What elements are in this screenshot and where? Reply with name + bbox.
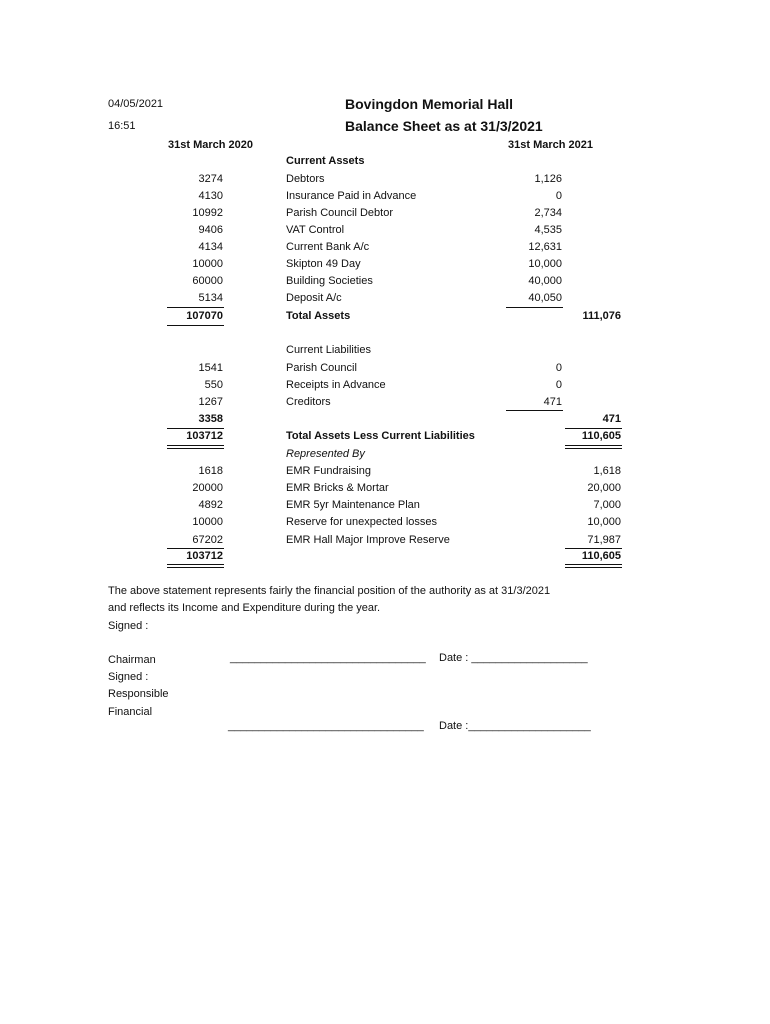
liability-cur-value: 471 bbox=[543, 396, 562, 408]
rule-total-assets-2020 bbox=[167, 325, 224, 326]
asset-label: VAT Control bbox=[286, 224, 345, 236]
net-assets-cur: 110,605 bbox=[581, 430, 621, 442]
reserve-label: EMR Hall Major Improve Reserve bbox=[286, 534, 450, 546]
liability-prev-value: 1267 bbox=[198, 396, 223, 408]
reserve-cur-value: 71,987 bbox=[587, 534, 621, 546]
rule-assets-2021 bbox=[506, 307, 563, 308]
asset-cur-value: 4,535 bbox=[534, 224, 562, 236]
rule-liabilities-2021 bbox=[506, 410, 563, 411]
reserve-prev-value: 4892 bbox=[198, 499, 223, 511]
print-time: 16:51 bbox=[108, 120, 136, 132]
total-assets-prev: 107070 bbox=[186, 310, 223, 322]
rule-reserves-2020 bbox=[167, 548, 224, 549]
statement-line-1: The above statement represents fairly the financial position of the authority as at 31/3/2021 bbox=[108, 585, 551, 597]
asset-cur-value: 12,631 bbox=[528, 241, 562, 253]
asset-cur-value: 0 bbox=[555, 190, 562, 202]
asset-prev-value: 60000 bbox=[192, 275, 223, 287]
rfo-signature-line: ________________________________ bbox=[228, 720, 424, 732]
section-heading-current-assets: Current Assets bbox=[286, 155, 365, 167]
asset-label: Insurance Paid in Advance bbox=[286, 190, 417, 202]
reserve-prev-value: 67202 bbox=[192, 534, 223, 546]
rule-net-2020 bbox=[167, 428, 224, 429]
total-assets-label: Total Assets bbox=[286, 310, 351, 322]
reserve-prev-value: 20000 bbox=[192, 482, 223, 494]
asset-cur-value: 2,734 bbox=[534, 207, 562, 219]
page-title: Balance Sheet as at 31/3/2021 bbox=[345, 118, 543, 134]
chairman-signature-line: ________________________________ bbox=[230, 652, 426, 664]
reserve-label: EMR Bricks & Mortar bbox=[286, 482, 389, 494]
asset-cur-value: 40,000 bbox=[528, 275, 562, 287]
rule-net-2021 bbox=[565, 428, 622, 429]
reserve-prev-value: 1618 bbox=[198, 465, 223, 477]
asset-label: Current Bank A/c bbox=[286, 241, 370, 253]
asset-label: Building Societies bbox=[286, 275, 373, 287]
net-assets-prev: 103712 bbox=[186, 430, 223, 442]
column-header-2021: 31st March 2021 bbox=[508, 139, 593, 151]
asset-label: Skipton 49 Day bbox=[286, 258, 361, 270]
double-rule-net-2020 bbox=[167, 445, 224, 449]
liability-prev-value: 550 bbox=[204, 379, 223, 391]
liability-cur-value: 0 bbox=[555, 379, 562, 391]
asset-prev-value: 10992 bbox=[192, 207, 223, 219]
section-heading-current-liabilities: Current Liabilities bbox=[286, 344, 371, 356]
asset-prev-value: 4130 bbox=[198, 190, 223, 202]
financial-label: Financial bbox=[108, 706, 153, 718]
asset-prev-value: 10000 bbox=[192, 258, 223, 270]
reserve-prev-value: 10000 bbox=[192, 516, 223, 528]
total-assets-cur: 111,076 bbox=[582, 310, 621, 322]
asset-prev-value: 5134 bbox=[198, 292, 223, 304]
reserve-cur-value: 10,000 bbox=[587, 516, 621, 528]
double-rule-reserves-2021 bbox=[565, 564, 622, 568]
reserve-label: EMR Fundraising bbox=[286, 465, 371, 477]
print-date: 04/05/2021 bbox=[108, 98, 164, 110]
double-rule-reserves-2020 bbox=[167, 564, 224, 568]
asset-label: Parish Council Debtor bbox=[286, 207, 393, 219]
asset-cur-value: 1,126 bbox=[534, 173, 562, 185]
asset-label: Debtors bbox=[286, 173, 325, 185]
asset-label: Deposit A/c bbox=[286, 292, 342, 304]
section-heading-represented-by: Represented By bbox=[286, 448, 365, 460]
signed-label-1: Signed : bbox=[108, 620, 149, 632]
reserve-label: Reserve for unexpected losses bbox=[286, 516, 438, 528]
chairman-date: Date : ___________________ bbox=[439, 652, 588, 664]
statement-line-2: and reflects its Income and Expenditure during the year. bbox=[108, 602, 381, 614]
liability-label: Parish Council bbox=[286, 362, 357, 374]
organisation-name: Bovingdon Memorial Hall bbox=[345, 96, 514, 112]
column-header-2020: 31st March 2020 bbox=[168, 139, 253, 151]
rule-assets-2020 bbox=[167, 307, 224, 308]
asset-cur-value: 40,050 bbox=[528, 292, 562, 304]
rfo-date: Date :____________________ bbox=[439, 720, 591, 732]
asset-prev-value: 4134 bbox=[198, 241, 223, 253]
asset-prev-value: 3274 bbox=[198, 173, 223, 185]
reserve-label: EMR 5yr Maintenance Plan bbox=[286, 499, 420, 511]
total-liabilities-prev: 3358 bbox=[198, 413, 223, 425]
total-liabilities-cur: 471 bbox=[602, 413, 621, 425]
total-reserves-cur: 110,605 bbox=[581, 550, 621, 562]
chairman-label: Chairman bbox=[108, 654, 156, 666]
liability-prev-value: 1541 bbox=[198, 362, 223, 374]
rule-reserves-2021 bbox=[565, 548, 622, 549]
net-assets-label: Total Assets Less Current Liabilities bbox=[286, 430, 475, 442]
reserve-cur-value: 20,000 bbox=[587, 482, 621, 494]
liability-label: Creditors bbox=[286, 396, 331, 408]
double-rule-net-2021 bbox=[565, 445, 622, 449]
responsible-label: Responsible bbox=[108, 688, 169, 700]
reserve-cur-value: 1,618 bbox=[593, 465, 621, 477]
asset-prev-value: 9406 bbox=[198, 224, 223, 236]
asset-cur-value: 10,000 bbox=[528, 258, 562, 270]
reserve-cur-value: 7,000 bbox=[593, 499, 621, 511]
liability-label: Receipts in Advance bbox=[286, 379, 386, 391]
signed-label-2: Signed : bbox=[108, 671, 149, 683]
total-reserves-prev: 103712 bbox=[186, 550, 223, 562]
liability-cur-value: 0 bbox=[555, 362, 562, 374]
